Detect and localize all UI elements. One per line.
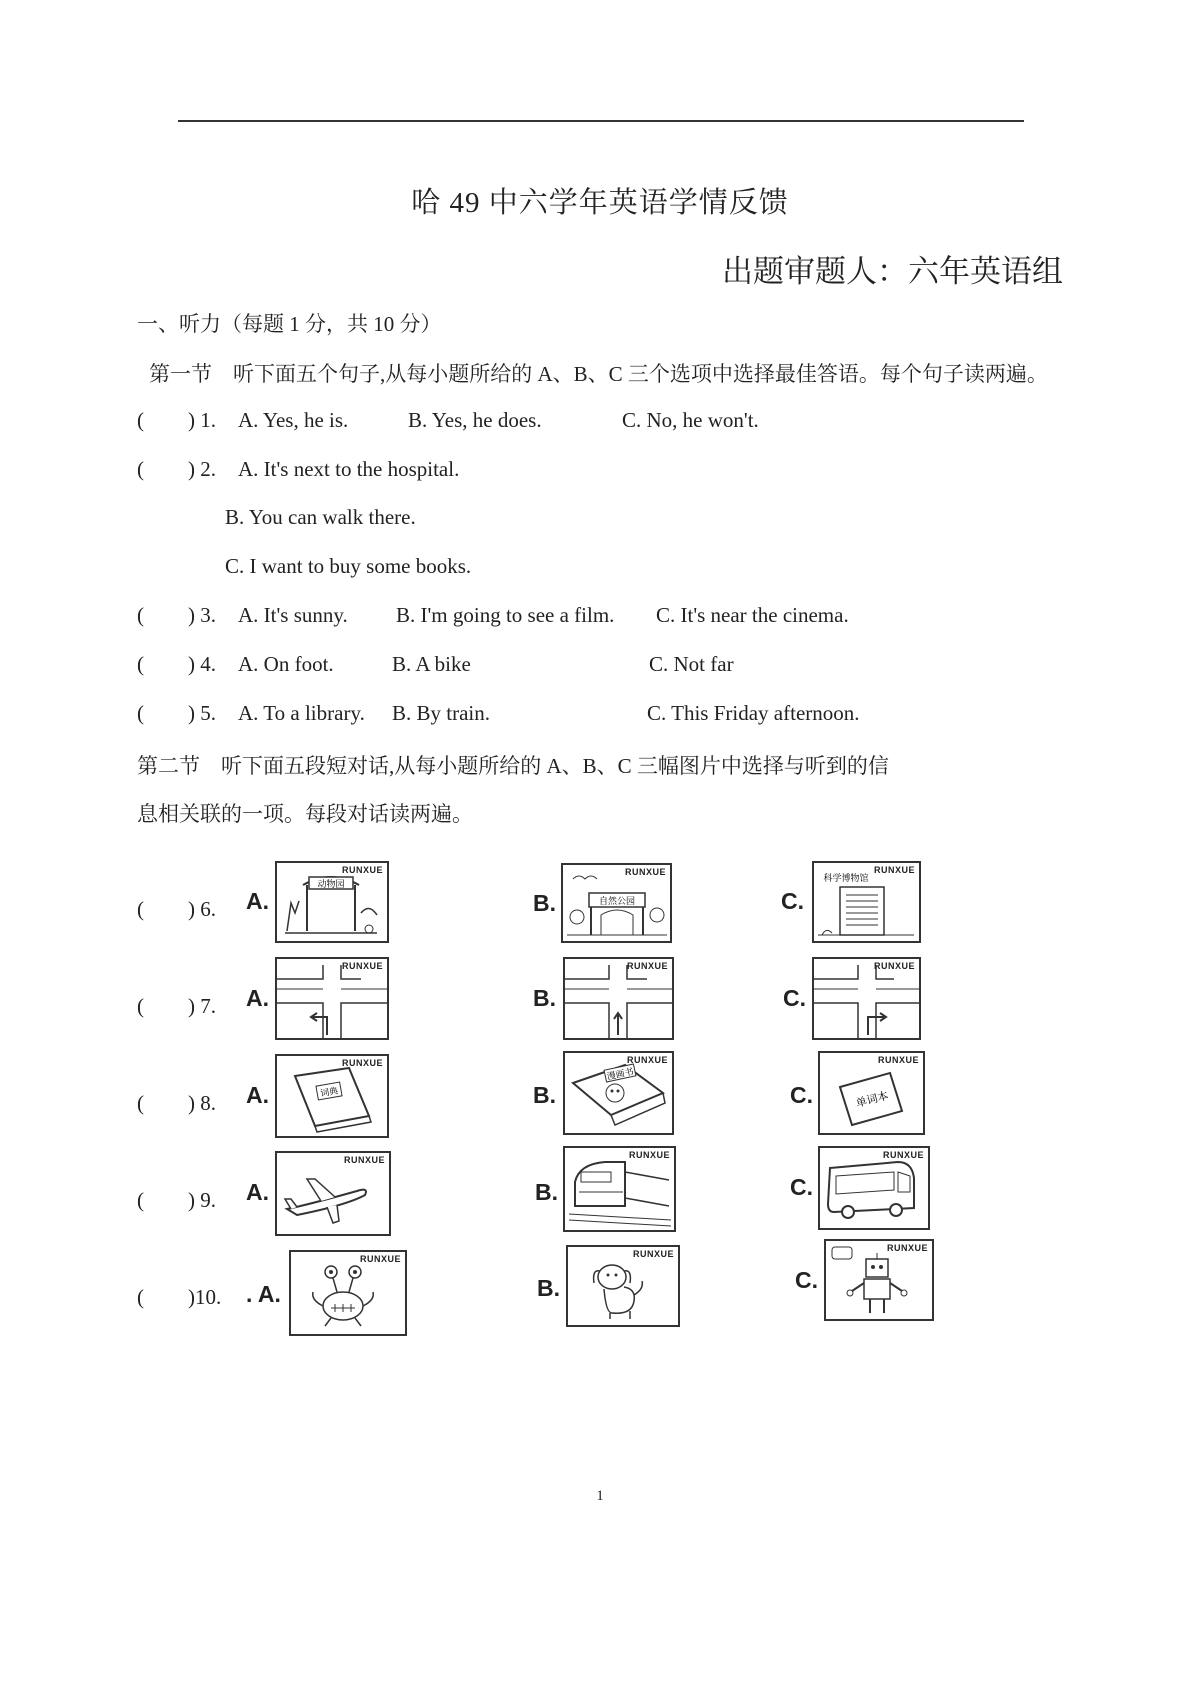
question-number: ) 4.	[188, 652, 216, 676]
wordbook-caption: 单词本	[854, 1088, 890, 1111]
watermark: RUNXUE	[628, 1150, 670, 1160]
wordbook-picture[interactable]	[818, 1051, 925, 1135]
alien-picture[interactable]	[289, 1250, 407, 1336]
watermark: RUNXUE	[343, 1155, 385, 1165]
option-c-label: C.	[781, 888, 804, 914]
option-b: B. Yes, he does.	[408, 408, 542, 432]
option-c-label: C.	[795, 1267, 818, 1293]
question-number: ) 2.	[188, 457, 216, 481]
option-b: B. A bike	[392, 652, 471, 676]
dictionary-picture[interactable]	[275, 1054, 389, 1138]
watermark: RUNXUE	[873, 961, 915, 971]
zoo-caption: 动物园	[317, 880, 345, 890]
watermark: RUNXUE	[632, 1249, 674, 1259]
alien-monster-icon	[291, 1252, 405, 1334]
zoo-gate-picture[interactable]	[275, 861, 389, 943]
answer-blank-open[interactable]: (	[137, 1188, 144, 1212]
option-c-label: C.	[783, 985, 806, 1011]
watermark: RUNXUE	[882, 1150, 924, 1160]
answer-blank-open[interactable]: (	[137, 1091, 144, 1115]
watermark: RUNXUE	[626, 961, 668, 971]
nature-park-picture[interactable]	[561, 863, 672, 943]
turn-right-picture[interactable]	[812, 957, 921, 1040]
wordbook-icon	[820, 1053, 923, 1133]
bus-picture[interactable]	[818, 1146, 930, 1230]
option-c-label: C.	[790, 1082, 813, 1108]
watermark: RUNXUE	[877, 1055, 919, 1065]
question-number: ) 1.	[188, 408, 216, 432]
dictionary-caption: 词典	[319, 1086, 340, 1100]
option-a: A. Yes, he is.	[238, 408, 349, 432]
airplane-icon	[277, 1153, 389, 1234]
turn-left-picture[interactable]	[275, 957, 389, 1040]
option-a: A. On foot.	[238, 652, 334, 676]
watermark: RUNXUE	[624, 867, 666, 877]
option-a-label: A.	[246, 1179, 269, 1205]
option-c: C. I want to buy some books.	[225, 554, 472, 578]
option-a-label: A.	[246, 888, 269, 914]
train-picture[interactable]	[563, 1146, 676, 1232]
science-museum-picture[interactable]	[812, 861, 921, 943]
comic-caption: 漫画书	[606, 1067, 635, 1083]
bus-icon	[820, 1148, 928, 1228]
option-b: B. I'm going to see a film.	[396, 603, 615, 627]
answer-blank-open[interactable]: (	[137, 1285, 144, 1309]
question-number: ) 5.	[188, 701, 216, 725]
section2-instruction-line1: 第二节 听下面五段短对话,从每小题所给的 A、B、C 三幅图片中选择与听到的信	[137, 754, 889, 778]
option-b: B. By train.	[392, 701, 490, 725]
train-icon	[565, 1148, 674, 1230]
plane-picture[interactable]	[275, 1151, 391, 1236]
comic-book-icon	[565, 1053, 672, 1133]
answer-blank-open[interactable]: (	[137, 603, 144, 627]
watermark: RUNXUE	[359, 1254, 401, 1264]
answer-blank-open[interactable]: (	[137, 897, 144, 921]
answer-blank-open[interactable]: (	[137, 408, 144, 432]
question-number: ) 3.	[188, 603, 216, 627]
option-c: C. This Friday afternoon.	[647, 701, 860, 725]
option-a-label: A.	[246, 1082, 269, 1108]
header-rule	[178, 120, 1024, 122]
option-a-label: A.	[246, 985, 269, 1011]
question-number: ) 9.	[188, 1188, 216, 1212]
answer-blank-open[interactable]: (	[137, 457, 144, 481]
option-b-label: B.	[533, 1082, 556, 1108]
dictionary-book-icon	[277, 1056, 387, 1136]
option-b-label: B.	[535, 1179, 558, 1205]
go-straight-picture[interactable]	[563, 957, 674, 1040]
section2-instruction-line2: 息相关联的一项。每段对话读两遍。	[137, 802, 473, 826]
option-c: C. It's near the cinema.	[656, 603, 849, 627]
answer-blank-open[interactable]: (	[137, 652, 144, 676]
watermark: RUNXUE	[341, 961, 383, 971]
option-a-label: . A.	[246, 1281, 281, 1307]
watermark: RUNXUE	[886, 1243, 928, 1253]
watermark: RUNXUE	[341, 865, 383, 875]
watermark: RUNXUE	[341, 1058, 383, 1068]
option-b: B. You can walk there.	[225, 505, 416, 529]
question-number: ) 6.	[188, 897, 216, 921]
question-number: )10.	[188, 1285, 222, 1309]
option-b-label: B.	[533, 985, 556, 1011]
option-c: C. Not far	[649, 652, 734, 676]
answer-blank-open[interactable]: (	[137, 701, 144, 725]
author-line: 出题审题人：六年英语组	[722, 254, 1063, 289]
page-title: 哈 49 中六学年英语学情反馈	[411, 187, 789, 219]
section1-instruction: 第一节 听下面五个句子,从每小题所给的 A、B、C 三个选项中选择最佳答语。每个句子读两遍。	[149, 362, 1048, 386]
page-number: 1	[596, 1488, 604, 1504]
question-number: ) 7.	[188, 994, 216, 1018]
answer-blank-open[interactable]: (	[137, 994, 144, 1018]
watermark: RUNXUE	[873, 865, 915, 875]
comic-book-picture[interactable]	[563, 1051, 674, 1135]
park-caption: 自然公园	[598, 897, 636, 907]
option-b-label: B.	[533, 890, 556, 916]
option-a: A. To a library.	[238, 701, 365, 725]
watermark: RUNXUE	[626, 1055, 668, 1065]
part1-heading: 一、听力（每题 1 分，共 10 分）	[137, 312, 442, 336]
robot-picture[interactable]	[824, 1239, 934, 1321]
option-b-label: B.	[537, 1275, 560, 1301]
question-number: ) 8.	[188, 1091, 216, 1115]
museum-caption: 科学博物馆	[823, 874, 869, 884]
option-a: A. It's sunny.	[238, 603, 348, 627]
option-a: A. It's next to the hospital.	[238, 457, 460, 481]
option-c-label: C.	[790, 1174, 813, 1200]
option-c: C. No, he won't.	[622, 408, 759, 432]
dog-picture[interactable]	[566, 1245, 680, 1327]
